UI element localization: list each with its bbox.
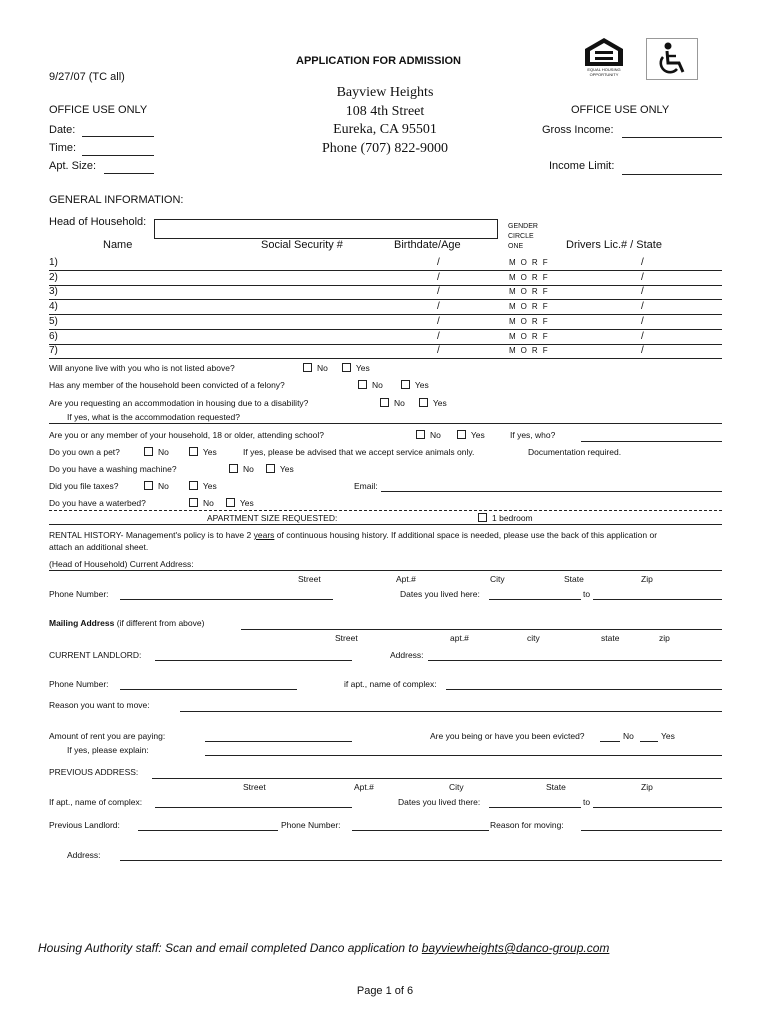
row-number: 5) (49, 316, 58, 327)
birthdate-separator: / (437, 257, 440, 268)
property-phone: Phone (707) 822-9000 (322, 140, 448, 156)
q7-no-option[interactable] (144, 481, 169, 491)
prev-city-caption: City (449, 782, 464, 792)
mailing-address-field[interactable] (241, 629, 722, 630)
household-row[interactable] (49, 271, 722, 286)
date-label: Date: (49, 124, 76, 136)
previous-address-field[interactable] (152, 778, 722, 779)
q-taxes: Did you file taxes? (49, 481, 119, 491)
apt-caption-lc: apt.# (450, 633, 469, 643)
time-field[interactable] (82, 155, 154, 156)
q8-yes-option[interactable] (226, 498, 254, 508)
gender-caption-3: ONE (508, 243, 524, 250)
previous-address-label: PREVIOUS ADDRESS: (49, 767, 139, 777)
zip-caption-lc: zip (659, 633, 670, 643)
landlord-phone-field[interactable] (120, 689, 297, 690)
checkbox-icon (189, 498, 198, 507)
q2-yes-option[interactable] (401, 380, 429, 390)
checkbox-icon (144, 447, 153, 456)
prev-dates-to-label: to (583, 797, 591, 807)
explain-label: If yes, please explain: (67, 745, 149, 755)
section-divider (49, 524, 722, 525)
form-title: APPLICATION FOR ADMISSION (296, 55, 461, 67)
phone-label: Phone Number: (49, 589, 109, 599)
zip-caption: Zip (641, 574, 653, 584)
q3-yes-option[interactable] (419, 398, 447, 408)
yes-label: Yes (202, 481, 217, 491)
checkbox-icon (189, 447, 198, 456)
birthdate-separator: / (437, 272, 440, 283)
license-separator: / (641, 286, 644, 297)
prev-dates-to-field[interactable] (593, 807, 722, 808)
checkbox-icon (419, 398, 428, 407)
apt-size-label: Apt. Size: (49, 160, 97, 172)
q4-yes-option[interactable] (457, 430, 485, 440)
gross-income-field[interactable] (622, 137, 722, 138)
evicted-no-label: No (623, 731, 634, 741)
gender-options: M O R F (509, 317, 550, 326)
office-use-heading-left: OFFICE USE ONLY (49, 104, 148, 116)
col-ssn: Social Security # (261, 239, 343, 251)
birthdate-separator: / (437, 345, 440, 356)
yes-label: Yes (355, 363, 370, 373)
phone-field[interactable] (120, 599, 333, 600)
dates-lived-label: Dates you lived here: (400, 589, 480, 599)
prev-apt-caption: Apt.# (354, 782, 374, 792)
q6-no-option[interactable] (229, 464, 254, 474)
evicted-yes-label: Yes (661, 731, 675, 741)
complex-name-label: if apt., name of complex: (344, 679, 437, 689)
checkbox-icon (266, 464, 275, 473)
checkbox-icon (189, 481, 198, 490)
property-address-block (250, 84, 520, 158)
apt-size-requested-label: APARTMENT SIZE REQUESTED: (207, 513, 338, 523)
q-pet: Do you own a pet? (49, 447, 120, 457)
complex-name-field[interactable] (446, 689, 722, 690)
rent-amount-field[interactable] (205, 741, 352, 742)
property-street: 108 4th Street (345, 103, 425, 119)
checkbox-icon (303, 363, 312, 372)
footer-note-text: Housing Authority staff: Scan and email completed Danco application to (38, 941, 419, 955)
gender-caption-1: GENDER (508, 223, 538, 230)
q-waterbed: Do you have a waterbed? (49, 498, 146, 508)
row-number: 4) (49, 301, 58, 312)
prev-phone-field[interactable] (352, 830, 489, 831)
time-label: Time: (49, 142, 77, 154)
gender-options: M O R F (509, 302, 550, 311)
yes-label: Yes (414, 380, 429, 390)
checkbox-icon (380, 398, 389, 407)
yes-label: Yes (239, 498, 254, 508)
gender-caption-2: CIRCLE (508, 233, 534, 240)
rental-history-part1: RENTAL HISTORY- Management's policy is to have 2 (49, 530, 252, 540)
household-row[interactable] (49, 330, 722, 345)
no-label: No (372, 380, 383, 390)
row-number: 7) (49, 345, 58, 356)
dates-to-field[interactable] (593, 599, 722, 600)
accommodation-field[interactable] (49, 423, 722, 424)
q1-options (303, 363, 384, 373)
row-number: 2) (49, 272, 58, 283)
license-separator: / (641, 272, 644, 283)
wheelchair-icon (646, 38, 698, 80)
reason-move-label: Reason you want to move: (49, 700, 150, 710)
page-number: Page 1 of 6 (356, 985, 414, 997)
gender-options: M O R F (509, 332, 550, 341)
apt-size-field[interactable] (104, 173, 154, 174)
checkbox-icon (457, 430, 466, 439)
apt-caption: Apt.# (396, 574, 416, 584)
q8-options (189, 498, 268, 508)
checkbox-icon (144, 481, 153, 490)
prev-street-caption: Street (243, 782, 266, 792)
checkbox-icon (401, 380, 410, 389)
q5-no-option[interactable] (144, 447, 169, 457)
rental-history-part2: of continuous housing history. If additional space is needed, please use the back of this application or (276, 530, 658, 540)
prev-complex-label: If apt., name of complex: (49, 797, 143, 807)
q-school: Are you or any member of your household, 18 or older, attending school? (49, 430, 325, 440)
checkbox-icon (358, 380, 367, 389)
current-landlord-label: CURRENT LANDLORD: (49, 650, 142, 660)
prev-reason-label: Reason for moving: (490, 820, 564, 830)
license-separator: / (641, 316, 644, 327)
dates-to-label: to (583, 589, 591, 599)
state-caption-lc: state (601, 633, 620, 643)
prev-address-line-field[interactable] (120, 860, 722, 861)
q4-options (416, 430, 499, 440)
landlord-phone-label: Phone Number: (49, 679, 109, 689)
prev-dates-label: Dates you lived there: (398, 797, 481, 807)
license-separator: / (641, 331, 644, 342)
household-row[interactable] (49, 344, 722, 359)
current-address-label: (Head of Household) Current Address: (49, 559, 194, 569)
row-number: 6) (49, 331, 58, 342)
q5-yes-option[interactable] (189, 447, 217, 457)
revision-code: 9/27/07 (TC all) (49, 71, 125, 83)
gender-options: M O R F (509, 258, 550, 267)
evicted-label: Are you being or have you been evicted? (430, 731, 585, 741)
household-row[interactable] (49, 315, 722, 330)
birthdate-separator: / (437, 286, 440, 297)
rental-history-text-2: attach an additional sheet. (49, 542, 149, 552)
current-landlord-field[interactable] (155, 660, 352, 661)
birthdate-separator: / (437, 301, 440, 312)
mailing-address-note: (if different from above) (116, 618, 205, 628)
q-school-who: If yes, who? (510, 430, 556, 440)
evicted-yes-field[interactable] (640, 741, 658, 742)
yes-label: Yes (279, 464, 294, 474)
prev-complex-field[interactable] (155, 807, 352, 808)
email-label: Email: (354, 481, 378, 491)
license-separator: / (641, 257, 644, 268)
evicted-no-field[interactable] (600, 741, 620, 742)
email-field[interactable] (381, 491, 722, 492)
prev-reason-field[interactable] (581, 830, 722, 831)
section-divider (49, 510, 722, 511)
checkbox-icon (226, 498, 235, 507)
col-birthdate: Birthdate/Age (394, 239, 461, 251)
general-info-heading: GENERAL INFORMATION: (49, 194, 184, 206)
equal-housing-icon (579, 36, 629, 80)
prev-state-caption: State (546, 782, 566, 792)
household-row[interactable] (49, 285, 722, 300)
q6-options (229, 464, 308, 474)
mailing-address-label (49, 618, 204, 628)
no-label: No (158, 481, 169, 491)
current-address-field[interactable] (49, 570, 722, 571)
landlord-address-field[interactable] (428, 660, 722, 661)
no-label: No (243, 464, 254, 474)
street-caption-lc: Street (335, 633, 358, 643)
footer-note (38, 941, 609, 955)
row-number: 3) (49, 286, 58, 297)
checkbox-icon (342, 363, 351, 372)
checkbox-icon (416, 430, 425, 439)
head-of-household-field[interactable] (154, 219, 498, 239)
no-label: No (317, 363, 328, 373)
gender-options: M O R F (509, 346, 550, 355)
household-row[interactable] (49, 256, 722, 271)
street-caption: Street (298, 574, 321, 584)
office-use-heading-right: OFFICE USE ONLY (571, 104, 670, 116)
license-separator: / (641, 301, 644, 312)
yes-label: Yes (470, 430, 485, 440)
prev-dates-from-field[interactable] (489, 807, 581, 808)
checkbox-icon (478, 513, 487, 522)
explain-field[interactable] (205, 755, 722, 756)
q2-options (358, 380, 443, 390)
gender-options: M O R F (509, 273, 550, 282)
no-label: No (394, 398, 405, 408)
q7-options (144, 481, 231, 491)
yes-label: Yes (202, 447, 217, 457)
household-row[interactable] (49, 300, 722, 315)
dates-from-field[interactable] (489, 599, 581, 600)
col-license: Drivers Lic.# / State (566, 239, 662, 251)
mailing-address-bold: Mailing Address (49, 618, 115, 628)
birthdate-separator: / (437, 316, 440, 327)
footer-email-link[interactable]: bayviewheights@danco-group.com (421, 941, 610, 955)
q-washing-machine: Do you have a washing machine? (49, 464, 177, 474)
q5-options (144, 447, 231, 457)
state-caption: State (564, 574, 584, 584)
city-caption-lc: city (527, 633, 540, 643)
gender-options: M O R F (509, 287, 550, 296)
q-felony: Has any member of the household been convicted of a felony? (49, 380, 285, 390)
col-name: Name (103, 239, 133, 251)
prev-landlord-label: Previous Landlord: (49, 820, 120, 830)
landlord-address-label: Address: (390, 650, 424, 660)
rental-history-text-1 (49, 530, 657, 540)
q3-no-option[interactable] (380, 398, 405, 408)
q1-no-option[interactable] (303, 363, 328, 373)
one-bedroom-option[interactable] (478, 513, 533, 523)
prev-phone-label: Phone Number: (281, 820, 341, 830)
income-limit-label: Income Limit: (549, 160, 615, 172)
q-accommodation: Are you requesting an accommodation in housing due to a disability? (49, 398, 309, 408)
license-separator: / (641, 345, 644, 356)
no-label: No (203, 498, 214, 508)
q8-no-option[interactable] (189, 498, 214, 508)
q-unlisted-occupant: Will anyone live with you who is not listed above? (49, 363, 235, 373)
q4-no-option[interactable] (416, 430, 441, 440)
property-city: Eureka, CA 95501 (333, 122, 437, 137)
rent-amount-label: Amount of rent you are paying: (49, 731, 166, 741)
income-limit-field[interactable] (622, 174, 722, 175)
row-number: 1) (49, 257, 58, 268)
one-bedroom-label: 1 bedroom (492, 513, 533, 523)
property-name: Bayview Heights (336, 85, 434, 100)
q-accommodation-detail: If yes, what is the accommodation requested? (67, 412, 240, 422)
rental-history-years: years (253, 530, 275, 540)
reason-move-field[interactable] (180, 711, 722, 712)
pet-note: If yes, please be advised that we accept service animals only. (243, 447, 475, 457)
date-field[interactable] (82, 136, 154, 137)
birthdate-separator: / (437, 331, 440, 342)
no-label: No (158, 447, 169, 457)
prev-address-line-label: Address: (67, 850, 101, 860)
school-who-field[interactable] (581, 441, 722, 442)
q1-yes-option[interactable] (342, 363, 370, 373)
q2-no-option[interactable] (358, 380, 383, 390)
col-gender (508, 222, 538, 252)
q3-options (380, 398, 461, 408)
yes-label: Yes (432, 398, 447, 408)
gross-income-label: Gross Income: (542, 124, 614, 136)
head-of-household-label: Head of Household: (49, 216, 147, 228)
q6-yes-option[interactable] (266, 464, 294, 474)
no-label: No (430, 430, 441, 440)
city-caption: City (490, 574, 505, 584)
prev-landlord-field[interactable] (138, 830, 278, 831)
checkbox-icon (229, 464, 238, 473)
pet-documentation: Documentation required. (528, 447, 622, 457)
eho-caption: EQUAL HOUSING OPPORTUNITY (587, 67, 621, 77)
q7-yes-option[interactable] (189, 481, 217, 491)
prev-zip-caption: Zip (641, 782, 653, 792)
